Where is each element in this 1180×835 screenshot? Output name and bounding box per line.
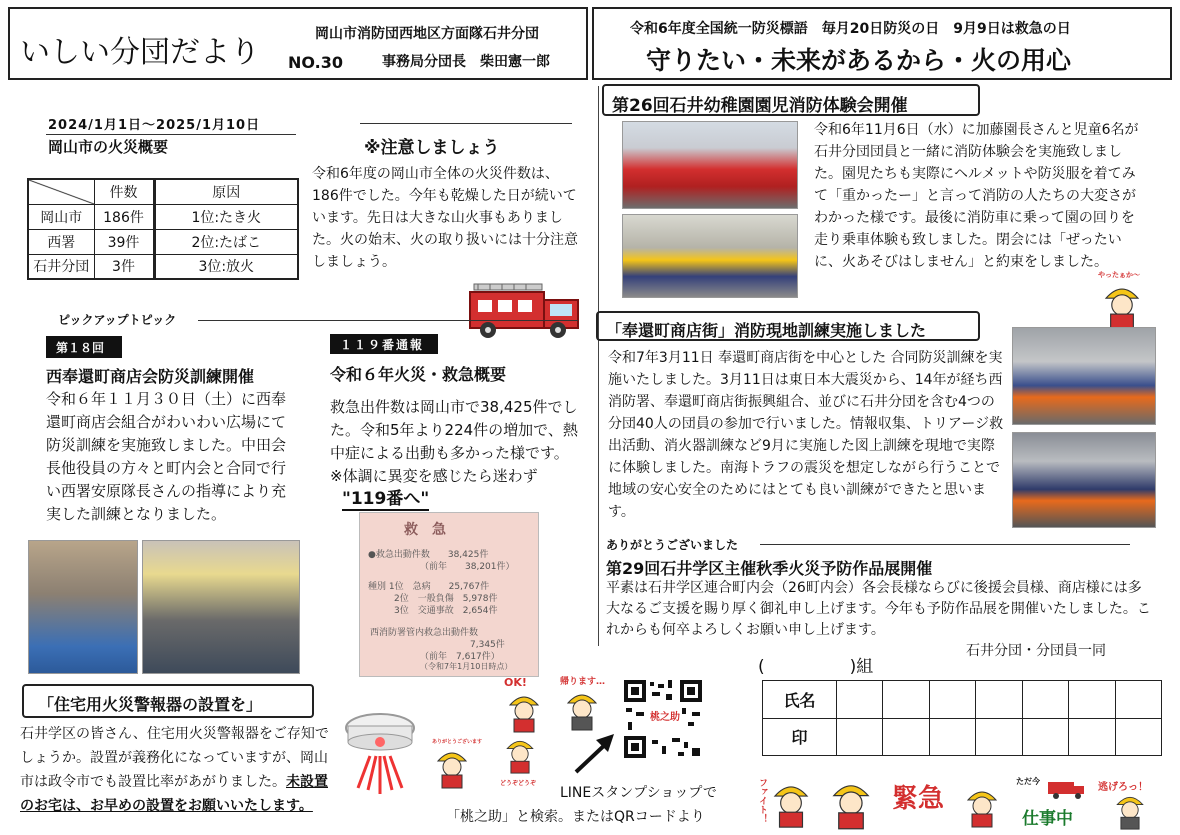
sticker-please-text: どうぞどうぞ xyxy=(500,780,537,787)
center-divider xyxy=(598,86,599,646)
board-row: 西消防署管内救急出動件数 xyxy=(370,628,479,638)
fire-summary-text: 令和6年度の岡山市全体の火災件数は、186件でした。今年も乾燥した日が続いています。先日は大きな山火事もありました。火の始末、火の取り扱いには十分注意しましょう。 xyxy=(312,166,578,270)
exhibit-title: 第29回石井学区主催秋季火災予防作品展開催 xyxy=(606,559,933,578)
alarm-body: 石井学区の皆さん、住宅用火災警報器をご存知でしょうか。設置が義務化になっていますが、岡山市は政令市でも設置比率があがりました。 xyxy=(20,726,329,790)
sticker-fight-text: ファイト！ xyxy=(757,778,767,823)
board-row: 3位 交通事故 2,654件 xyxy=(394,606,498,616)
table-cell-area: 西署 xyxy=(28,229,94,254)
table-row xyxy=(28,254,298,279)
report119-emphasis: "119番へ" xyxy=(342,489,430,509)
fire-truck-icon xyxy=(1046,778,1086,800)
seal-cell[interactable] xyxy=(837,718,883,756)
report119-body: 救急出件数は岡山市で38,425件でした。令和5年より224件の増加で、熱中症による出動も多かった様です。※体調に異変を感じたら迷わず xyxy=(330,398,578,485)
alarm-title: 「住宅用火災警報器の設置を」 xyxy=(22,684,314,718)
kindergarten-text: 令和6年11月6日（水）に加藤園長さんと児童6名が石井分団団員と一緒に消防体験会を実施致しました。園児たちも実際にヘルメットや防災服を着てみて「重かったー」と言って消防の人たちの大変さがわかった様です。最後に消防車に乗って園の回りを走り乗車体験も致しました。閉会には「ぜったいに、火あそびはしません」と約束をしました。 xyxy=(814,122,1139,270)
seal-cell[interactable] xyxy=(1022,718,1068,756)
sticker-ok xyxy=(504,676,548,732)
group-label: ( )組 xyxy=(758,657,874,677)
name-cell[interactable] xyxy=(1022,681,1068,719)
seal-cell[interactable] xyxy=(1115,718,1161,756)
firefighter-mascot-icon xyxy=(432,745,472,789)
pickup-photo-1 xyxy=(28,540,138,674)
firefighter-mascot-icon xyxy=(768,776,814,830)
stamp-line-2: 「桃之助」と検索。またはQRコードより xyxy=(446,809,705,825)
sticker-working-sub: ただ今 xyxy=(1016,777,1040,786)
seal-label: 印 xyxy=(763,718,837,756)
seal-cell[interactable] xyxy=(883,718,929,756)
name-cell[interactable] xyxy=(1069,681,1115,719)
header-left-box xyxy=(8,7,588,80)
kindergarten-title: 第26回石井幼稚園園児消防体験会開催 xyxy=(602,84,980,116)
table-cell-count: 39件 xyxy=(94,229,154,254)
shopping-title: 「奉還町商店街」消防現地訓練実施しました xyxy=(596,311,980,341)
firefighter-mascot-icon xyxy=(962,782,1002,830)
exhibit-signature: 石井分団・分団員一同 xyxy=(966,643,1106,659)
stamp-line-1: LINEスタンプショップで xyxy=(560,785,717,801)
org-name: 岡山市消防団西地区方面隊石井分団 xyxy=(315,26,539,42)
fire-stats-table xyxy=(27,178,299,280)
kindergarten-photo-1 xyxy=(622,121,798,209)
header-right-box xyxy=(592,7,1172,80)
firefighter-mascot-icon xyxy=(500,734,540,774)
circulation-table xyxy=(762,680,1162,756)
issue-number: NO.30 xyxy=(288,53,343,72)
firefighter-mascot-icon xyxy=(1110,790,1150,830)
board-row: 2位 一般負傷 5,978件 xyxy=(394,594,498,604)
name-cell[interactable] xyxy=(837,681,883,719)
firefighter-mascot-icon xyxy=(504,689,544,733)
name-cell[interactable] xyxy=(883,681,929,719)
fire-truck-icon xyxy=(466,280,584,342)
ambulance-board-photo xyxy=(359,512,539,677)
table-row xyxy=(28,229,298,254)
table-cell-area: 岡山市 xyxy=(28,204,94,229)
notice-title: ※注意しましょう xyxy=(364,138,500,158)
kindergarten-sticker-text: やったぁか～ xyxy=(1098,271,1140,279)
shopping-text: 令和7年3月11日 奉還町商店街を中心とした 合同防災訓練を実施いたしました。3月11日は東日本大震災から、14年が経ち西消防署、奉還町商店街振興組合、並びに石井分団を含む4つの分団40人の団員の参加で行いました。情報収集、トリアージ救出活動、消火器訓練など9月に実施した図上訓練を現地で実際に体験しました。南海トラフの震災を想定しながら行うことで地域の安心安全のためにはとても良い訓練ができたと思います。 xyxy=(608,350,1004,520)
table-cell-cause: 1位:たき火 xyxy=(154,204,298,229)
alarm-underline: 未設置のお宅は、お早めの設置をお願いいたします。 xyxy=(20,774,328,814)
slogan-line: 令和6年度全国統一防災標語 毎月20日防災の日 9月9日は救急の日 xyxy=(630,21,1071,37)
exhibit-text: 平素は石井学区連合町内会（26町内会）各会長様ならびに後援会員様、商店様には多大なるご支援を賜り厚く御礼申し上げます。今年も予防作品展を開催いたしました。これからも何卒よろしくお願い申し上げます。 xyxy=(606,580,1151,638)
slogan: 守りたい・未来があるから・火の用心 xyxy=(646,46,1072,75)
table-cell-cause: 2位:たばこ xyxy=(154,229,298,254)
table-cell-area: 石井分団 xyxy=(28,254,94,279)
name-label: 氏名 xyxy=(763,681,837,719)
smoke-detector-icon xyxy=(340,702,420,802)
seal-cell[interactable] xyxy=(929,718,975,756)
arrow-icon xyxy=(572,732,618,776)
sticker-thanks xyxy=(432,738,483,788)
sticker-back-text: 帰ります… xyxy=(560,677,606,687)
shopping-photo-1 xyxy=(1012,327,1156,425)
fire-summary-heading: 岡山市の火災概要 xyxy=(48,138,169,156)
seal-cell[interactable] xyxy=(976,718,1022,756)
sticker-urgent-text: 緊急 xyxy=(892,784,945,814)
pickup-badge: 第１８回 xyxy=(46,336,122,358)
table-corner xyxy=(28,179,94,204)
board-row: （前年 38,201件） xyxy=(420,562,515,572)
sticker-run-text: 逃げろっ！ xyxy=(1098,782,1148,793)
board-row: ●救急出動件数 38,425件 xyxy=(368,550,489,560)
board-row: 7,345件 xyxy=(470,640,505,650)
board-row: （前年 7,617件） xyxy=(420,652,500,662)
name-cell[interactable] xyxy=(1115,681,1161,719)
sticker-back xyxy=(560,674,616,732)
report119-text xyxy=(330,396,580,511)
pickup-label: ピックアップトピック xyxy=(58,313,177,327)
sticker-urgent xyxy=(892,776,1002,832)
exhibit-label: ありがとうございました xyxy=(606,538,739,552)
exhibit-rule xyxy=(760,544,1130,545)
period: 2024/1月1日～2025/1月10日 xyxy=(48,118,261,133)
kindergarten-sticker xyxy=(1098,270,1158,330)
firefighter-mascot-icon xyxy=(560,687,604,731)
shopping-photo-2 xyxy=(1012,432,1156,528)
board-row: 種別 1位 急病 25,767件 xyxy=(368,582,490,592)
sticker-ok-text: OK! xyxy=(504,676,527,689)
pickup-rule xyxy=(198,320,578,321)
firefighter-mascot-icon xyxy=(1098,280,1146,330)
alarm-text xyxy=(20,722,332,818)
name-cell[interactable] xyxy=(976,681,1022,719)
newsletter-title: いしい分団だより xyxy=(20,35,260,70)
table-cell-cause: 3位:放火 xyxy=(154,254,298,279)
sticker-working-text: 仕事中 xyxy=(1022,809,1073,829)
name-cell[interactable] xyxy=(929,681,975,719)
qr-label: 桃之助 xyxy=(648,706,682,725)
seal-cell[interactable] xyxy=(1069,718,1115,756)
kindergarten-photo-2 xyxy=(622,214,798,298)
sticker-fight xyxy=(756,770,818,832)
period-rule xyxy=(46,134,296,135)
sticker-please xyxy=(500,734,548,790)
table-cell-count: 3件 xyxy=(94,254,154,279)
sticker-working xyxy=(1016,776,1090,832)
firefighter-mascot-icon xyxy=(826,776,876,830)
sticker-thanks-text: ありがとうございます xyxy=(432,739,483,745)
table-cell-count: 186件 xyxy=(94,204,154,229)
sticker-run xyxy=(1096,776,1162,832)
board-title: 救 急 xyxy=(404,522,446,538)
report119-badge: １１９番通報 xyxy=(330,334,438,354)
notice-rule xyxy=(360,123,572,124)
pickup-photo-2 xyxy=(142,540,300,674)
table-row xyxy=(28,204,298,229)
board-row: （令和7年1月10日時点） xyxy=(420,662,513,671)
table-head-cause: 原因 xyxy=(154,179,298,204)
pickup-text: 令和６年１１月３０日（土）に西奉還町商店会組合がわいわい広場にて防災訓練を実施致しました。中田会長他役員の方々と町内会と合同で行い西署安原隊長さんの指導により充実した訓練となりました。 xyxy=(46,390,287,523)
report119-title: 令和６年火災・救急概要 xyxy=(330,365,507,384)
pickup-title: 西奉還町商店会防災訓練開催 xyxy=(46,367,255,386)
author-name: 事務局分団長 柴田憲一郎 xyxy=(382,54,550,70)
table-head-count: 件数 xyxy=(94,179,154,204)
sticker-helmet xyxy=(826,776,882,832)
